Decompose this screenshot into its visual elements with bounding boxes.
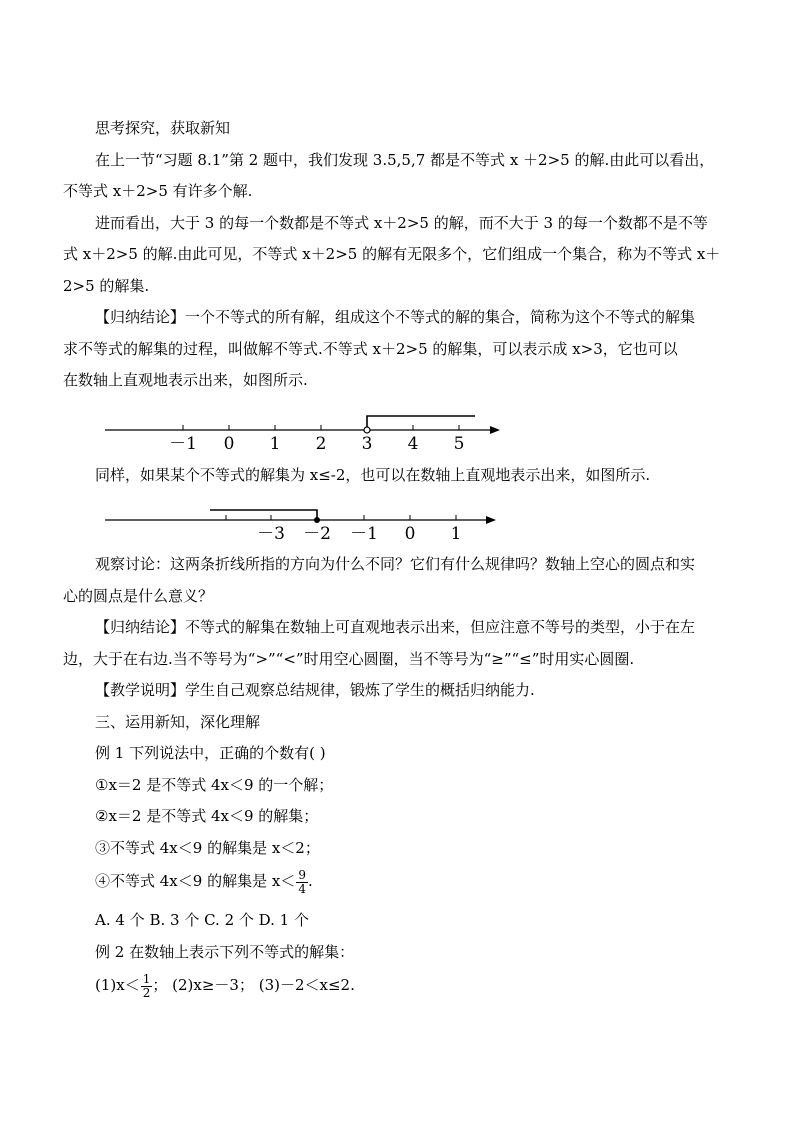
tick-label: 5	[453, 434, 465, 452]
item-1-text: (1)x＜	[95, 976, 140, 994]
tick-label: 2	[315, 434, 327, 452]
tick-label: －2	[303, 524, 331, 544]
answer-options: A. 4 个 B. 3 个 C. 2 个 D. 1 个	[95, 911, 309, 929]
example-2-items	[95, 970, 355, 1000]
text-line-10: 同样，如果某个不等式的解集为 x≤-2，也可以在数轴上直观地表示出来，如图所示.	[95, 466, 651, 484]
fraction-denominator: 4	[298, 881, 306, 896]
text-line-8: 求不等式的解集的过程，叫做解不等式.不等式 x＋2>5 的解集，可以表示成 x>3，它也可以	[63, 340, 678, 358]
tick-label: －1	[350, 524, 378, 544]
tick-label: 3	[361, 434, 373, 452]
fraction-denominator: 2	[142, 985, 151, 1000]
tick-label: 1	[450, 524, 462, 544]
example-2-question: 例 2 在数轴上表示下列不等式的解集：	[95, 943, 355, 961]
fraction-one-half	[141, 973, 153, 1000]
text-line-6: 2>5 的解集.	[63, 277, 150, 295]
statement-2: ②x＝2 是不等式 4x＜9 的解集；	[95, 807, 319, 825]
fraction-numerator: 1	[142, 971, 151, 986]
filled-circle-icon	[314, 517, 320, 523]
open-circle-icon	[364, 427, 370, 433]
tick-label: 1	[269, 434, 281, 452]
text-line-12: 心的圆点是什么意义？	[63, 587, 214, 605]
number-line-2	[100, 500, 510, 544]
text-line-11: 观察讨论：这两条折线所指的方向为什么不同？它们有什么规律吗？数轴上空心的圆点和实	[95, 555, 696, 573]
number-line-1	[100, 408, 510, 452]
text-line-13: 【归纳结论】不等式的解集在数轴上可直观地表示出来，但应注意不等号的类型，小于在左	[95, 618, 696, 636]
tick-label: －1	[169, 434, 197, 452]
section-heading: 三、运用新知，深化理解	[95, 713, 261, 731]
text-line-5: 式 x＋2>5 的解.由此可见，不等式 x＋2>5 的解有无限多个，它们组成一个集合，称为不等式 x＋	[63, 245, 721, 263]
tick-label: 4	[407, 434, 419, 452]
tick-label: －3	[257, 524, 285, 544]
text-line-2: 在上一节“习题 8.1”第 2 题中，我们发现 3.5,5,7 都是不等式 x ＋2>5 的解.由此可以看出，	[95, 151, 715, 169]
statement-4	[95, 866, 313, 896]
text-line-1: 思考探究，获取新知	[95, 119, 231, 137]
text-line-15: 【教学说明】学生自己观察总结规律，锻炼了学生的概括归纳能力.	[95, 681, 535, 699]
statement-4-text: ④不等式 4x＜9 的解集是 x＜	[95, 872, 296, 890]
fraction-numerator: 9	[298, 867, 306, 882]
text-line-9: 在数轴上直观地表示出来，如图所示.	[63, 371, 308, 389]
example-1-question: 例 1 下列说法中，正确的个数有( )	[95, 744, 326, 762]
tick-label: 0	[223, 434, 235, 452]
text-line-4: 进而看出，大于 3 的每一个数都是不等式 x＋2>5 的解，而不大于 3 的每一个数都不是不等	[95, 214, 708, 232]
statement-1: ①x＝2 是不等式 4x＜9 的一个解；	[95, 776, 334, 794]
text-line-3: 不等式 x＋2>5 有许多个解.	[63, 182, 253, 200]
items-2-3-text: ； (2)x≥－3； (3)－2＜x≤2.	[152, 976, 355, 994]
statement-3: ③不等式 4x＜9 的解集是 x＜2；	[95, 839, 320, 857]
fraction-nine-fourths	[296, 869, 308, 896]
axis-arrow-icon	[486, 516, 496, 524]
text-line-7: 【归纳结论】一个不等式的所有解，组成这个不等式的解的集合，简称为这个不等式的解集	[95, 308, 696, 326]
axis-arrow-icon	[490, 426, 500, 434]
text-line-14: 边，大于在右边.当不等号为“>”“<”时用空心圆圈，当不等号为“≥”“≤”时用实心圆圈.	[63, 650, 635, 668]
tick-label: 0	[404, 524, 416, 544]
statement-4-end: .	[307, 872, 313, 890]
